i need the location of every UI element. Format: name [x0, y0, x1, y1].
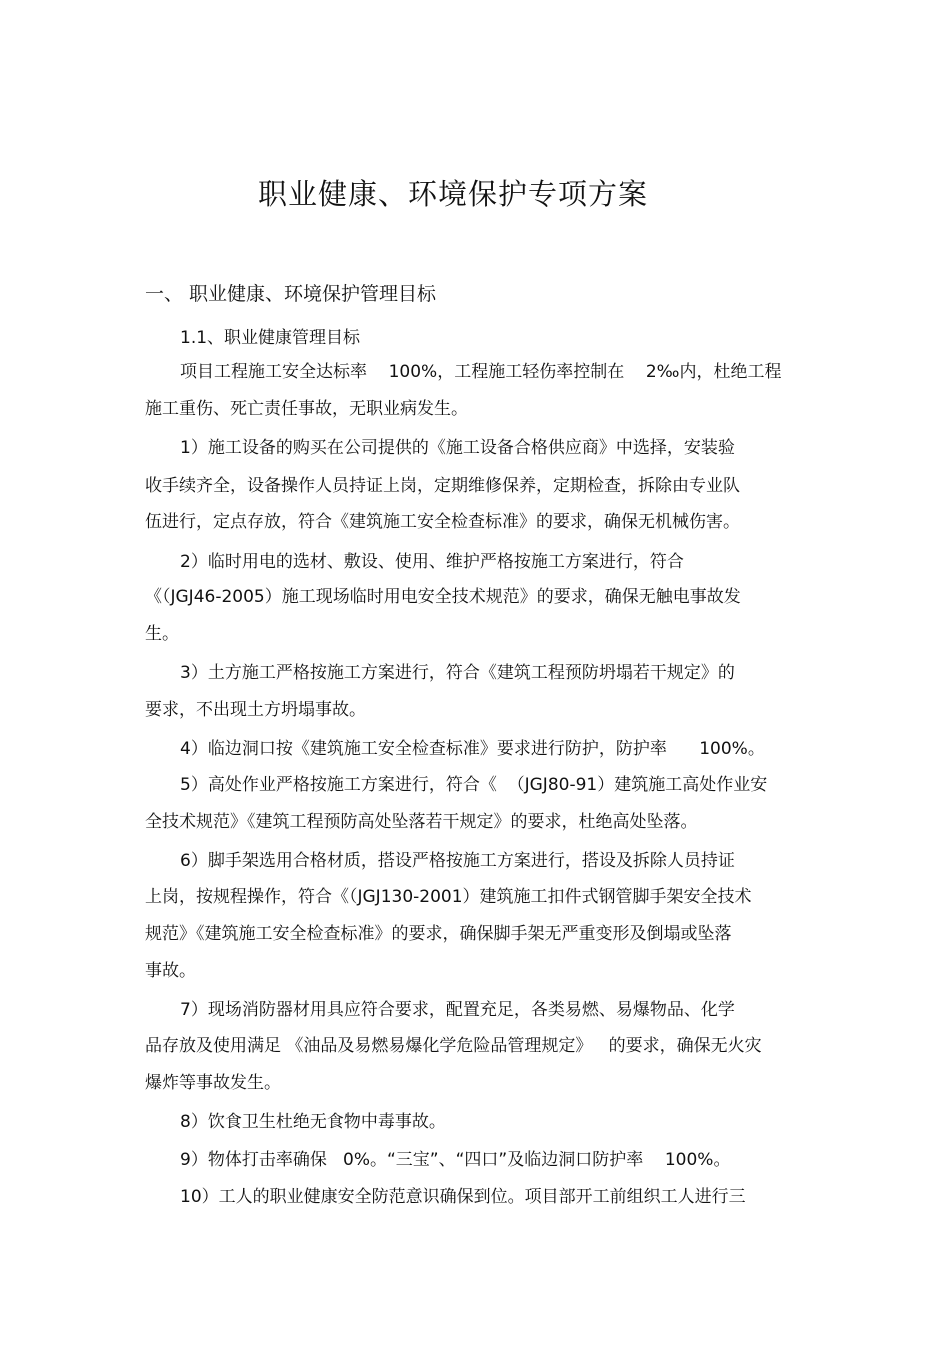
- paragraph-line: 5）高处作业严格按施工方案进行，符合《 （JGJ80-91）建筑施工高处作业安: [180, 775, 768, 795]
- paragraph-line: 规范》《建筑施工安全检查标准》的要求，确保脚手架无严重变形及倒塌或坠落: [145, 924, 732, 944]
- paragraph-line: 6）脚手架选用合格材质，搭设严格按施工方案进行，搭设及拆除人员持证: [180, 851, 735, 871]
- paragraph-line: 伍进行，定点存放，符合《建筑施工安全检查标准》的要求，确保无机械伤害。: [145, 512, 740, 532]
- paragraph-line: 全技术规范》《建筑工程预防高处坠落若干规定》的要求，杜绝高处坠落。: [145, 812, 698, 832]
- paragraph-line: 2）临时用电的选材、敷设、使用、维护严格按施工方案进行，符合: [180, 552, 684, 572]
- paragraph-line: 《（JGJ46-2005）施工现场临时用电安全技术规范》的要求，确保无触电事故发: [145, 587, 741, 607]
- paragraph-line: 品存放及使用满足 《油品及易燃易爆化学危险品管理规定》 的要求，确保无火灾: [145, 1036, 762, 1056]
- paragraph-line: 1）施工设备的购买在公司提供的《施工设备合格供应商》中选择，安装验: [180, 438, 735, 458]
- paragraph-line: 10）工人的职业健康安全防范意识确保到位。项目部开工前组织工人进行三: [180, 1187, 746, 1207]
- paragraph-line: 收手续齐全，设备操作人员持证上岗，定期维修保养，定期检查，拆除由专业队: [145, 476, 740, 496]
- paragraph-line: 8）饮食卫生杜绝无食物中毒事故。: [180, 1112, 446, 1132]
- paragraph-line: 3）土方施工严格按施工方案进行，符合《建筑工程预防坍塌若干规定》的: [180, 663, 735, 683]
- subsection-heading: 1.1、职业健康管理目标: [180, 328, 361, 348]
- section-heading: 一、 职业健康、环境保护管理目标: [145, 283, 437, 305]
- paragraph-line: 7）现场消防器材用具应符合要求，配置充足，各类易燃、易爆物品、化学: [180, 1000, 735, 1020]
- paragraph-line: 生。: [145, 624, 179, 644]
- paragraph-line: 项目工程施工安全达标率 100%，工程施工轻伤率控制在 2‰内，杜绝工程: [180, 362, 782, 382]
- document-title: 职业健康、环境保护专项方案: [257, 177, 648, 211]
- paragraph-line: 施工重伤、死亡责任事故，无职业病发生。: [145, 399, 468, 419]
- paragraph-line: 爆炸等事故发生。: [145, 1073, 281, 1093]
- paragraph-line: 要求，不出现土方坍塌事故。: [145, 700, 366, 720]
- paragraph-line: 9）物体打击率确保 0%。“三宝”、“四口”及临边洞口防护率 100%。: [180, 1150, 731, 1170]
- paragraph-line: 上岗，按规程操作，符合《（JGJ130-2001）建筑施工扣件式钢管脚手架安全技术: [145, 887, 752, 907]
- paragraph-line: 4）临边洞口按《建筑施工安全检查标准》要求进行防护，防护率 100%。: [180, 739, 765, 759]
- paragraph-line: 事故。: [145, 961, 196, 981]
